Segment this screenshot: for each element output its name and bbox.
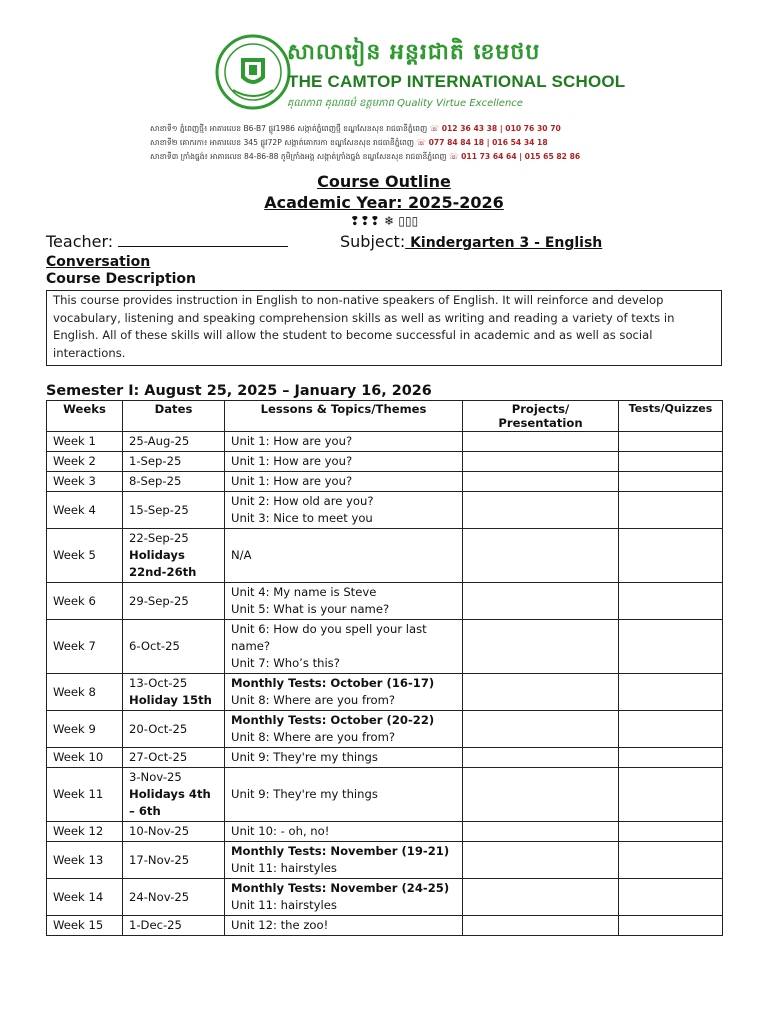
projects-cell xyxy=(463,674,619,711)
lesson-item: Unit 10: - oh, no! xyxy=(231,824,330,838)
date-value: 15-Sep-25 xyxy=(129,502,189,517)
lesson-item: Unit 7: Who’s this? xyxy=(231,656,340,670)
lesson-item: Unit 8: Where are you from? xyxy=(231,693,396,707)
table-row xyxy=(47,711,723,748)
projects-cell xyxy=(463,583,619,620)
header-dates: Dates xyxy=(123,401,225,432)
header-projects: Projects/ Presentation xyxy=(463,401,619,432)
monthly-test-note: Monthly Tests: October (16-17) xyxy=(231,676,435,690)
lessons-cell xyxy=(225,432,463,452)
lessons-cell xyxy=(225,674,463,711)
header-lessons: Lessons & Topics/Themes xyxy=(225,401,463,432)
lessons-cell xyxy=(225,492,463,529)
date-value: 20-Oct-25 xyxy=(129,721,188,736)
week-cell: Week 10 xyxy=(47,748,123,768)
date-value: 10-Nov-25 xyxy=(129,824,190,838)
header-weeks: Weeks xyxy=(47,401,123,432)
lesson-item: Unit 3: Nice to meet you xyxy=(231,511,373,525)
date-value: 6-Oct-25 xyxy=(129,639,180,653)
table-row xyxy=(47,879,723,916)
projects-cell xyxy=(463,879,619,916)
table-row xyxy=(47,452,723,472)
monthly-test-note: Monthly Tests: November (19-21) xyxy=(231,844,450,858)
week-cell: Week 8 xyxy=(47,674,123,711)
tests-cell xyxy=(619,472,723,492)
table-row xyxy=(47,529,723,583)
week-cell: Week 13 xyxy=(47,842,123,879)
phone-numbers: ☏ 011 73 64 64 | 015 65 82 86 xyxy=(449,152,581,161)
date-value: 1-Dec-25 xyxy=(129,918,182,932)
date-cell xyxy=(123,842,225,879)
table-row xyxy=(47,842,723,879)
date-cell xyxy=(123,432,225,452)
projects-cell xyxy=(463,822,619,842)
address-text: សាខាទី១ ភ្នំពេញថ្មី៖ អាគារលេខ B6-B7 ផ្លូវ1986 សង្កាត់ភ្នំពេញថ្មី ខណ្ឌសែនសុខ រាជធានីភ្នំពេញ xyxy=(150,124,428,133)
tests-cell xyxy=(619,492,723,529)
date-cell xyxy=(123,583,225,620)
tests-cell xyxy=(619,879,723,916)
subject-label: Subject: xyxy=(340,232,406,251)
teacher-field xyxy=(46,232,288,251)
lesson-item: Unit 4: My name is Steve xyxy=(231,585,377,599)
lesson-item: Unit 9: They're my things xyxy=(231,787,378,801)
projects-cell xyxy=(463,711,619,748)
week-cell: Week 15 xyxy=(47,916,123,936)
date-cell xyxy=(123,748,225,768)
lesson-item: Unit 6: How do you spell your last name? xyxy=(231,622,427,653)
tests-cell xyxy=(619,452,723,472)
projects-cell xyxy=(463,916,619,936)
address-line-1 xyxy=(150,124,561,135)
monthly-test-note: Monthly Tests: October (20-22) xyxy=(231,713,435,727)
projects-cell xyxy=(463,620,619,674)
week-cell: Week 12 xyxy=(47,822,123,842)
subject-field xyxy=(340,232,602,251)
date-value: 13-Oct-25 xyxy=(129,676,188,690)
lesson-item: Unit 1: How are you? xyxy=(231,474,353,488)
school-logo xyxy=(215,34,291,110)
lessons-cell xyxy=(225,583,463,620)
semester-heading: Semester I: August 25, 2025 – January 16, 2026 xyxy=(46,383,432,399)
tests-cell xyxy=(619,842,723,879)
date-value: 17-Nov-25 xyxy=(129,852,190,867)
title-symbols: ❢❢❢ ❄ ▯▯▯ xyxy=(349,214,419,228)
week-cell: Week 5 xyxy=(47,529,123,583)
projects-cell xyxy=(463,432,619,452)
date-value: 1-Sep-25 xyxy=(129,454,182,468)
lessons-cell xyxy=(225,452,463,472)
table-row xyxy=(47,768,723,822)
date-cell xyxy=(123,674,225,711)
tests-cell xyxy=(619,916,723,936)
holiday-note: Holiday 15th xyxy=(129,693,212,707)
date-value: 29-Sep-25 xyxy=(129,593,189,608)
week-cell: Week 14 xyxy=(47,879,123,916)
table-row xyxy=(47,492,723,529)
lessons-cell xyxy=(225,842,463,879)
projects-cell xyxy=(463,452,619,472)
date-cell xyxy=(123,768,225,822)
lesson-item: Unit 1: How are you? xyxy=(231,434,353,448)
course-schedule-table xyxy=(46,400,723,936)
date-cell xyxy=(123,529,225,583)
table-row xyxy=(47,822,723,842)
subject-conversation: Conversation xyxy=(46,254,151,270)
tests-cell xyxy=(619,822,723,842)
phone-numbers: ☏ 012 36 43 38 | 010 76 30 70 xyxy=(429,124,561,133)
lessons-cell xyxy=(225,768,463,822)
tests-cell xyxy=(619,768,723,822)
course-description-heading: Course Description xyxy=(46,271,197,287)
subject-value: Kindergarten 3 - English xyxy=(405,235,603,251)
lesson-item: Unit 11: hairstyles xyxy=(231,861,337,875)
date-value: 25-Aug-25 xyxy=(129,434,190,448)
lessons-cell xyxy=(225,711,463,748)
week-cell: Week 9 xyxy=(47,711,123,748)
school-name-english: THE CAMTOP INTERNATIONAL SCHOOL xyxy=(288,72,626,91)
lessons-cell xyxy=(225,879,463,916)
lesson-item: Unit 12: the zoo! xyxy=(231,918,329,932)
holiday-note: Holidays 22nd-26th xyxy=(129,548,197,579)
lessons-cell xyxy=(225,822,463,842)
course-description-box: This course provides instruction in English to non-native speakers of English. It will reinforce and develop vocabulary, listening and speaking comprehension skills as well as writing and reading a variety of texts in English. All of these skills will allow the student to become successful in academic and as well as social interactions. xyxy=(46,290,722,366)
address-text: សាខាទី២ គោករកា៖ អាគារលេខ 345 ផ្លូវ72P សង្កាត់គោករកា ខណ្ឌសែនសុខ រាជធានីភ្នំពេញ xyxy=(150,138,415,147)
week-cell: Week 6 xyxy=(47,583,123,620)
table-row xyxy=(47,620,723,674)
date-cell xyxy=(123,916,225,936)
date-cell xyxy=(123,620,225,674)
lessons-cell xyxy=(225,529,463,583)
table-row xyxy=(47,674,723,711)
lesson-item: Unit 1: How are you? xyxy=(231,454,353,468)
lessons-cell xyxy=(225,748,463,768)
table-row xyxy=(47,432,723,452)
date-value: 8-Sep-25 xyxy=(129,474,182,488)
tests-cell xyxy=(619,583,723,620)
lessons-cell xyxy=(225,916,463,936)
table-header-row xyxy=(47,401,723,432)
date-value: 22-Sep-25 xyxy=(129,531,189,545)
week-cell: Week 2 xyxy=(47,452,123,472)
projects-cell xyxy=(463,529,619,583)
tests-cell xyxy=(619,674,723,711)
address-line-3 xyxy=(150,152,580,163)
week-cell: Week 7 xyxy=(47,620,123,674)
date-value: 3-Nov-25 xyxy=(129,770,182,784)
teacher-blank-line xyxy=(118,232,288,247)
projects-cell xyxy=(463,748,619,768)
lesson-item: Unit 9: They're my things xyxy=(231,750,378,764)
letterhead xyxy=(0,30,768,170)
tests-cell xyxy=(619,711,723,748)
document-title: Course Outline xyxy=(317,172,451,191)
table-row xyxy=(47,748,723,768)
projects-cell xyxy=(463,768,619,822)
date-cell xyxy=(123,492,225,529)
date-value: 24-Nov-25 xyxy=(129,889,190,904)
week-cell: Week 1 xyxy=(47,432,123,452)
projects-cell xyxy=(463,492,619,529)
lesson-item: N/A xyxy=(231,548,252,562)
tests-cell xyxy=(619,432,723,452)
header-tests: Tests/Quizzes xyxy=(619,401,723,432)
week-cell: Week 3 xyxy=(47,472,123,492)
lesson-item: Unit 2: How old are you? xyxy=(231,494,374,508)
lessons-cell xyxy=(225,620,463,674)
school-motto: គុណភាព គុណធម៌ ឧត្តមភាព Quality Virtue Excellence xyxy=(287,98,523,109)
date-cell xyxy=(123,452,225,472)
lesson-item: Unit 11: hairstyles xyxy=(231,898,337,912)
address-text: សាខាទី៣ ក្រាំងធ្នង់៖ អាគារលេខ 84-86-88 ភូមិក្រាំងអង្គ សង្កាត់ក្រាំងធ្នង់ ខណ្ឌសែនសុខ រាជធានីភ្នំពេញ xyxy=(150,152,447,161)
week-cell: Week 4 xyxy=(47,492,123,529)
tests-cell xyxy=(619,529,723,583)
teacher-label: Teacher: xyxy=(46,232,119,251)
table-row xyxy=(47,583,723,620)
projects-cell xyxy=(463,842,619,879)
tests-cell xyxy=(619,620,723,674)
lesson-item: Unit 8: Where are you from? xyxy=(231,730,396,744)
phone-numbers: ☏ 077 84 84 18 | 016 54 34 18 xyxy=(416,138,548,147)
week-cell: Week 11 xyxy=(47,768,123,822)
school-name-khmer: សាលារៀន អន្តរជាតិ ខេមថប xyxy=(287,40,541,65)
academic-year: Academic Year: 2025-2026 xyxy=(264,193,504,212)
monthly-test-note: Monthly Tests: November (24-25) xyxy=(231,881,450,895)
holiday-note: Holidays 4th – 6th xyxy=(129,787,211,818)
date-cell xyxy=(123,879,225,916)
address-line-2 xyxy=(150,138,548,149)
date-cell xyxy=(123,472,225,492)
date-cell xyxy=(123,711,225,748)
table-row xyxy=(47,916,723,936)
date-cell xyxy=(123,822,225,842)
projects-cell xyxy=(463,472,619,492)
table-row xyxy=(47,472,723,492)
date-value: 27-Oct-25 xyxy=(129,750,188,764)
lessons-cell xyxy=(225,472,463,492)
lesson-item: Unit 5: What is your name? xyxy=(231,602,390,616)
tests-cell xyxy=(619,748,723,768)
